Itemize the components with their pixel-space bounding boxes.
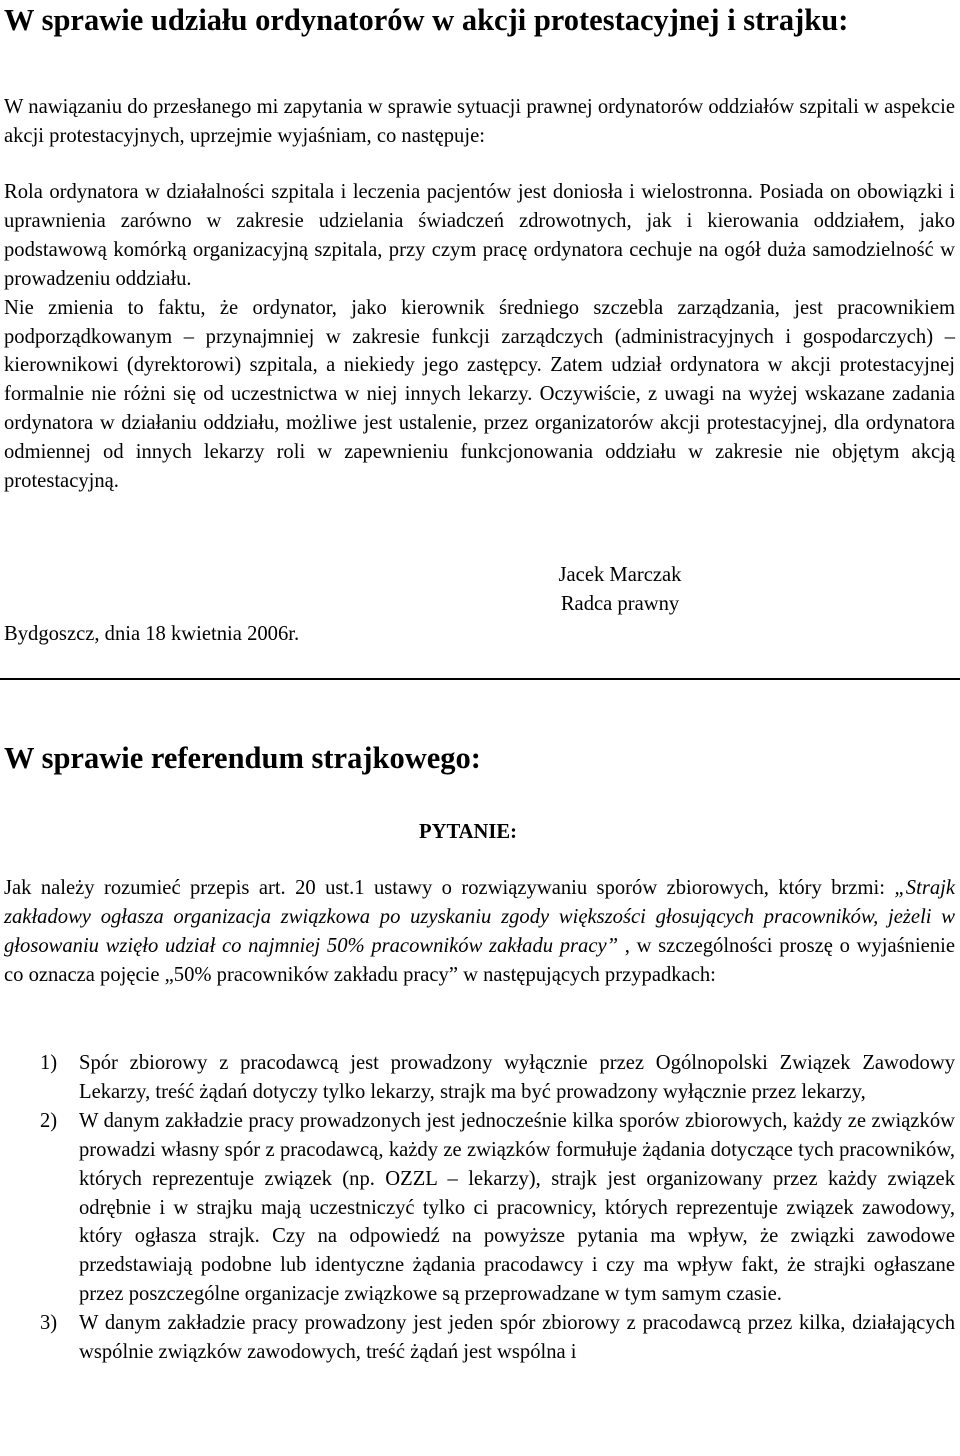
- question-before: Jak należy rozumieć przepis art. 20 ust.1 ustawy o rozwiązywaniu sporów zbiorowych, który brzmi:: [4, 877, 895, 899]
- intro-text: W nawiązaniu do przesłanego mi zapytania w sprawie sytuacji prawnej ordynatorów oddziałów szpitali w aspekcie akcji protestacyjnych, uprzejmie wyjaśniam, co następuje:: [4, 96, 955, 147]
- paragraph-rola: [4, 178, 955, 294]
- document-date: Bydgoszcz, dnia 18 kwietnia 2006r.: [4, 623, 300, 645]
- list-item-number: 2): [40, 1109, 58, 1132]
- question-text: [4, 874, 955, 990]
- list-item-text: W danym zakładzie pracy prowadzony jest jeden spór zbiorowy z pracodawcą przez kilka, działających wspólnie związków zawodowych, treść żądań jest wspólna i: [79, 1312, 955, 1364]
- signer-title: Radca prawny: [560, 593, 680, 615]
- section1-title: W sprawie udziału ordynatorów w akcji protestacyjnej i strajku:: [4, 3, 849, 37]
- section-divider: [0, 678, 960, 680]
- question-quote: „Strajk zakładowy ogłasza organizacja związkowa po uzyskaniu zgody większości głosujących pracowników, jeżeli w głosowaniu wzięło udział co najmniej 50% pracowników zakładu pracy”: [4, 877, 955, 957]
- question-paragraph: [4, 874, 955, 990]
- list-item-text: W danym zakładzie pracy prowadzonych jest jednocześnie kilka sporów zbiorowych, każdy ze związków prowadzi własny spór z pracodawcą, każdy ze związków formułuje żądania dotyczące tych pracowników, których reprezentuje związek (np. OZZL – lekarzy), strajk jest organizowany przez każdy związek odrębnie i w strajku mają uczestniczyć tylko ci pracownicy, których reprezentuje związek zawodowy, który ogłasza strajk. Czy na odpowiedź na powyższe pytania ma wpływ, że związki zawodowe przedstawiają podobne lub identyczne żądania pracodawcy i czy ma wpływ fakt, że strajki ogłaszane przez poszczególne organizacje związkowe są przeprowadzane w tym samym czasie.: [79, 1109, 955, 1306]
- signer-name: Jacek Marczak: [558, 564, 682, 586]
- list-item-text: Spór zbiorowy z pracodawcą jest prowadzony wyłącznie przez Ogólnopolski Związek Zawodowy Lekarzy, treść żądań dotyczy tylko lekarzy, strajk ma być prowadzony wyłącznie przez lekarzy,: [79, 1052, 955, 1103]
- list-item: [4, 1049, 955, 1107]
- body-paragraphs: [4, 178, 955, 496]
- question-after: , w szczególności proszę o wyjaśnienie co oznacza pojęcie „50% pracowników zakładu pracy” w następujących przypadkach:: [4, 934, 955, 986]
- question-heading: PYTANIE:: [419, 821, 518, 843]
- case-list: [4, 1049, 955, 1367]
- list-item: [4, 1309, 955, 1367]
- paragraph-rola-text: Rola ordynatora w działalności szpitala i leczenia pacjentów jest doniosła i wielostronna.: [4, 181, 753, 203]
- section2-title: W sprawie referendum strajkowego:: [4, 741, 481, 775]
- list-item: [4, 1107, 955, 1309]
- signature-block: [0, 561, 960, 619]
- list-item-number: 1): [40, 1052, 58, 1074]
- paragraph-nie-zmienia: Nie zmienia to faktu, że ordynator, jako kierownik średniego szczebla zarządzania, jest pracownikiem podporządkowanym – przynajmniej w zakresie funkcji zarządczych (administracyjnych i gospodarczych) – kierownikowi (dyrektorowi) szpitala, a niekiedy jego zastępcy. Zatem udział ordynatora w akcji protestacyjnej formalnie nie różni się od uczestnictwa w niej innych lekarzy. Oczywiście, z uwagi na wyżej wskazane zadania ordynatora w działaniu oddziału, możliwe jest ustalenie, przez organizatorów akcji protestacyjnej, dla ordynatora odmiennej od innych lekarzy roli w zapewnieniu funkcjonowania oddziału w zakresie nie objętym akcją protestacyjną.: [4, 296, 955, 493]
- intro-paragraph: [4, 93, 955, 151]
- list-item-number: 3): [40, 1312, 58, 1335]
- paragraph-posiada-text: Posiada on obowiązki i uprawnienia zarówno w zakresie udzielania świadczeń zdrowotnych, jak i kierowania oddziałem, jako podstawową komórką organizacyjną szpitala, przy czym pracę ordynatora cechuje na ogół duża samodzielność w prowadzeniu oddziału.: [4, 181, 956, 290]
